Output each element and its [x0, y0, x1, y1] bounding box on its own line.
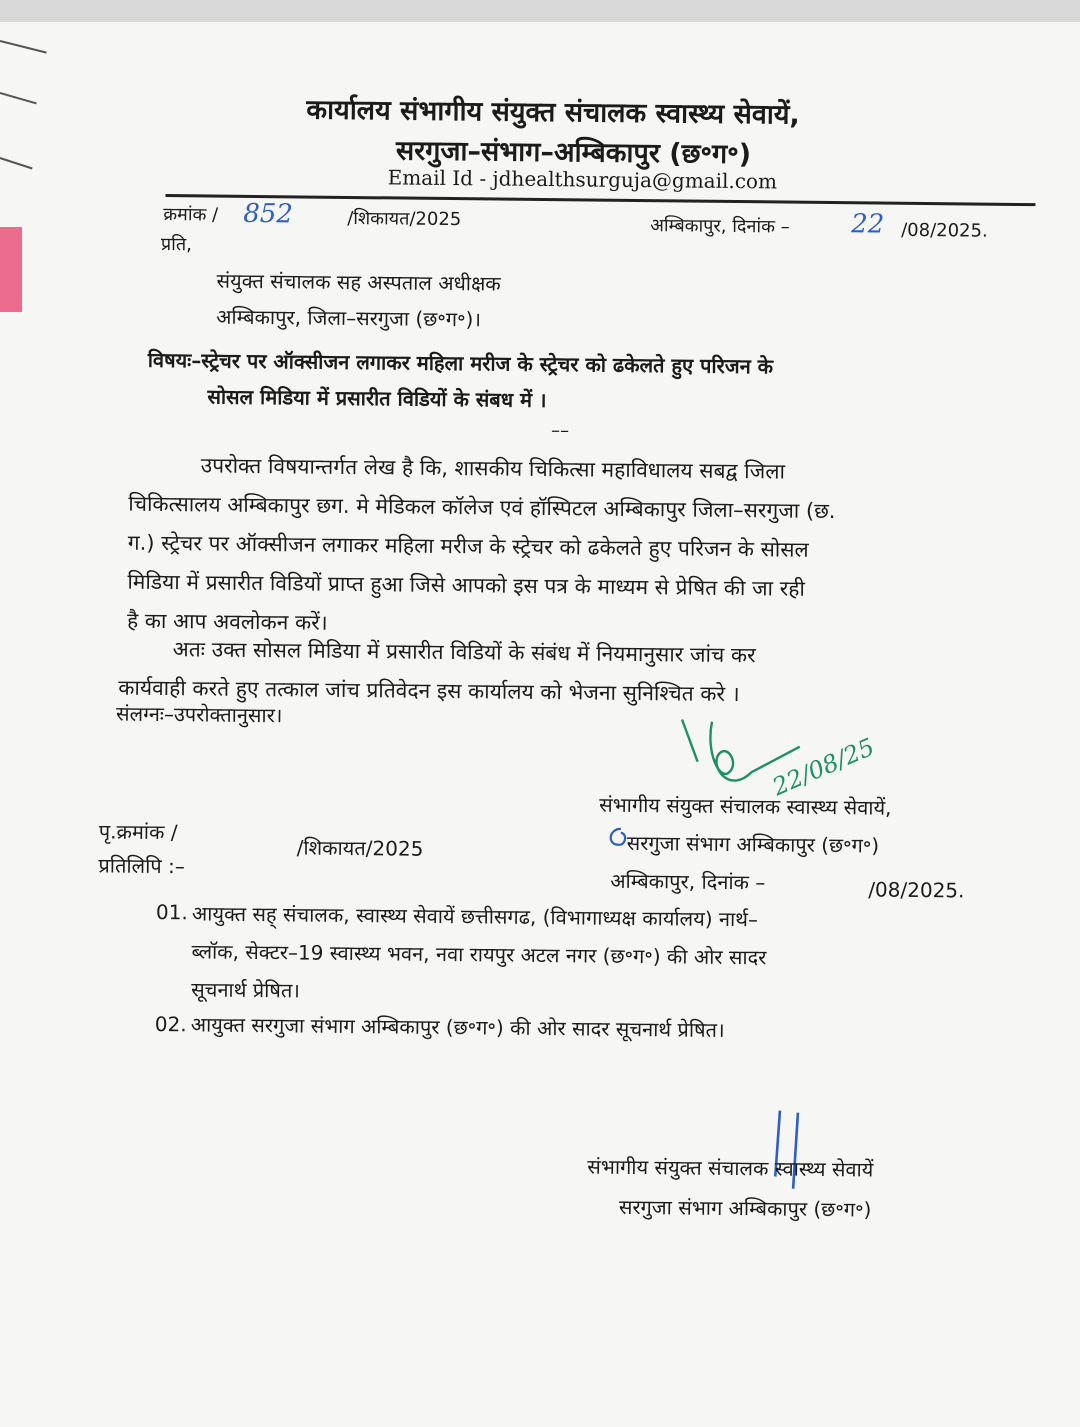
- copy-item-1: [191, 894, 1002, 1016]
- signatory-2-line-2: सरगुजा संभाग अम्बिकापुर (छ॰ग॰): [618, 1194, 872, 1222]
- place-date-label: अम्बिकापुर, दिनांक –: [650, 215, 790, 238]
- copy-item-number: 02.: [154, 1011, 187, 1037]
- copy-item-1-line: आयुक्त सह् संचालक, स्वास्थ्य सेवायें छत्तीसगढ, (विभागाध्यक्ष कार्यालय) नार्थ–: [191, 901, 759, 932]
- recipient-line-2: अम्बिकापुर, जिला–सरगुजा (छ॰ग॰)।: [216, 304, 482, 332]
- para1-line: चिकित्सालय अम्बिकापुर छग. मे मेडिकल कॉलेज एवं हॉस्पिटल अम्बिकापुर जिला–सरगुजा (छ.: [128, 491, 836, 524]
- kramank-label: क्रमांक /: [163, 204, 219, 226]
- para1-line: उपरोक्त विषयान्तर्गत लेख है कि, शासकीय चिकित्सा महाविधालय सबद्व जिला: [200, 453, 786, 484]
- recipient-line-1: संयुक्त संचालक सह अस्पताल अधीक्षक: [216, 268, 501, 296]
- copy-item-1-line: सूचनार्थ प्रेषित।: [191, 977, 301, 1003]
- signatory-2-line-1: संभागीय संयुक्त संचालक स्वास्थ्य सेवायें: [587, 1154, 874, 1182]
- ink-mark-icon: [603, 823, 633, 853]
- body-paragraph-1: [127, 446, 1009, 650]
- copy-item-1-line: ब्लॉक, सेक्टर–19 स्वास्थ्य भवन, नवा रायपुर अटल नगर (छ॰ग॰) की ओर सादर: [191, 939, 767, 970]
- copy-date-rest: /08/2025.: [868, 877, 965, 903]
- copy-item-number: 01.: [155, 899, 188, 925]
- enclosure-note: संलग्नः–उपरोक्तानुसार।: [115, 701, 283, 728]
- para1-line: है का आप अवलोकन करें।: [126, 608, 328, 635]
- office-title: कार्यालय संभागीय संयुक्त संचालक स्वास्थ्य सेवायें,: [306, 94, 800, 131]
- subject-line-2: सोसल मिडिया में प्रसारीत विडियों के संबध में ।: [207, 384, 547, 413]
- office-email: Email Id - jdhealthsurguja@gmail.com: [387, 165, 778, 194]
- date-rest: /08/2025.: [901, 219, 988, 242]
- prati-label: प्रति,: [160, 234, 192, 256]
- para1-line: ग.) स्ट्रेचर पर ऑक्सीजन लगाकर महिला मरीज के स्ट्रेचर को ढकेलते हुए परिजन के सोसल: [127, 530, 809, 562]
- kramank-number-handwritten: 852: [243, 198, 294, 230]
- copy-place-date-label: अम्बिकापुर, दिनांक –: [610, 868, 766, 895]
- subject-line-1: विषयः–स्ट्रेचर पर ऑक्सीजन लगाकर महिला मरीज के स्ट्रेचर को ढकेलते हुए परिजन के: [147, 347, 774, 379]
- office-division: सरगुजा–संभाग–अम्बिकापुर (छ॰ग॰): [395, 135, 752, 171]
- signature-date-handwritten: 22/08/25: [768, 732, 879, 802]
- letter-page: [0, 22, 1080, 1427]
- pu-kramank-label: पृ.क्रमांक /: [98, 819, 178, 845]
- signature-scribble-blue: [765, 1106, 816, 1197]
- para2-line: अतः उक्त सोसल मिडिया में प्रसारीत विडियों के संबंध में नियमानुसार जांच कर: [172, 637, 756, 668]
- copy-shikayat-ref: /शिकायत/2025: [296, 835, 424, 861]
- para1-line: मिडिया में प्रसारीत विडियों प्राप्त हुआ जिसे आपको इस पत्र के माध्यम से प्रेषित की जा रही: [127, 569, 806, 601]
- para2-line: कार्यवाही करते हुए तत्काल जांच प्रतिवेदन इस कार्यालय को भेजना सुनिश्चित करे ।: [118, 675, 740, 707]
- document-body: [0, 22, 1080, 1427]
- subject-divider: ––: [550, 420, 570, 442]
- copy-item-2: आयुक्त सरगुजा संभाग अम्बिकापुर (छ॰ग॰) की ओर सादर सूचनार्थ प्रेषित।: [190, 1012, 725, 1042]
- signatory-1-line-1: संभागीय संयुक्त संचालक स्वास्थ्य सेवायें,: [599, 792, 892, 820]
- date-day-handwritten: 22: [851, 209, 885, 240]
- pratilipi-label: प्रतिलिपि :–: [98, 853, 185, 879]
- header-rule: [165, 194, 1035, 206]
- shikayat-ref: /शिकायत/2025: [347, 207, 462, 231]
- signatory-1-line-2: सरगुजा संभाग अम्बिकापुर (छ॰ग॰): [626, 830, 880, 858]
